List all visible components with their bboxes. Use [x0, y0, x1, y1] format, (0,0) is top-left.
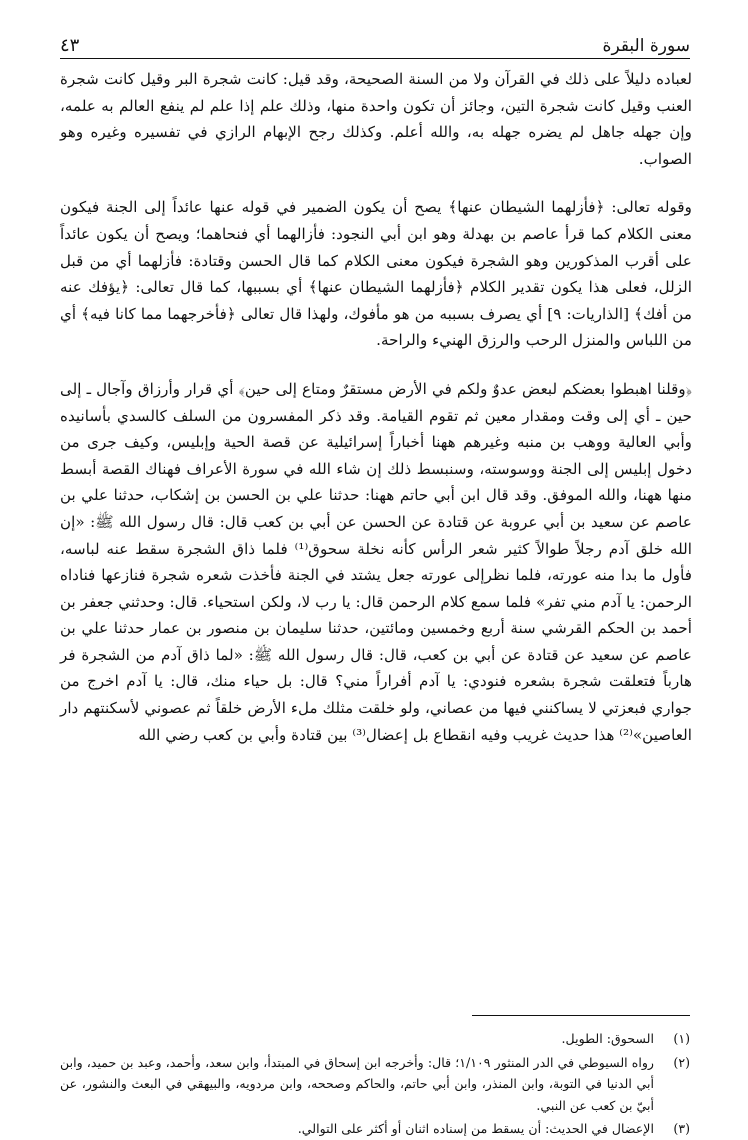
main-text [60, 66, 692, 748]
footnote [60, 1028, 690, 1050]
footnote-mark: (١) [673, 1031, 690, 1046]
footnotes [60, 1028, 690, 1140]
paragraph: لعباده دليلاً على ذلك في القرآن ولا من السنة الصحيحة، وقد قيل: كانت شجرة البر وقيل كانت شجرة العنب وقيل كانت شجرة التين، وجائز أن تكون واحدة منها، وذلك علم إذا علم لم ينفع العالم به علمه، وإن جهله جاهل لم يضره جهله به، والله أعلم. وكذلك رجح الإبهام الرازي في تفسيره وغيره وهو الصواب. [60, 70, 692, 168]
footnote [60, 1052, 690, 1117]
page-number: ٤٣ [60, 35, 80, 56]
paragraph: ﴿وقلنا اهبطوا بعضكم لبعض عدوٌ ولكم في الأرض مستقرٌ ومتاع إلى حين﴾ أي قرار وأرزاق وآجال ـ إلى حين ـ أي إلى وقت ومقدار معين ثم تقوم القيامة. وقد ذكر المفسرون من السلف كالسدي بأسانيده وأبي العالية ووهب بن منبه وغيرهم ههنا أخباراً إسرائيلية عن قصة الحية وإبليس، وكيف جرى من دخول إبليس إلى الجنة ووسوسته، وسنبسط ذلك إن شاء الله في سورة الأعراف فهناك القصة أبسط منها ههنا، والله الموفق. وقد قال ابن أبي حاتم ههنا: حدثنا علي بن الحسن بن إشكاب، حدثنا علي بن عاصم عن سعيد بن أبي عروبة عن قتادة عن الحسن عن أبي بن كعب قال: قال رسول الله ﷺ: «إن الله خلق آدم رجلاً طوالاً كثير شعر الرأس كأنه نخلة سحوق⁽¹⁾ فلما ذاق الشجرة سقط عنه لباسه، فأول ما بدا منه عورته، فلما نظرإلى عورته جعل يشتد في الجنة فأخذت شعره شجرة فنازعها فناداه الرحمن: يا آدم مني تفر» فلما سمع كلام الرحمن قال: يا رب لا، ولكن استحياء. قال: وحدثني جعفر بن أحمد بن الحكم القرشي سنة أربع وخمسين ومائتين، حدثنا سليمان بن منصور بن عمار حدثنا علي بن عاصم عن سعيد عن قتادة عن أبي بن كعب، قال: قال رسول الله ﷺ: «لما ذاق آدم من الشجرة فر هارباً فتعلقت شجرة بشعره فنودي: يا آدم أفراراً مني؟ قال: بل حياء منك، قال: يا آدم اخرج من جواري فبعزتي لا يساكنني فيها من عصاني، ولو خلقت مثلك ملء الأرض خلقاً ثم عصوني لأسكنتهم دار العاصين»⁽²⁾ هذا حديث غريب وفيه انقطاع بل إعضال⁽³⁾ بين قتادة وأبي بن كعب رضي الله [60, 379, 693, 744]
footnote-text: الإعضال في الحديث: أن يسقط من إسناده اثنان أو أكثر على التوالي. [297, 1121, 654, 1136]
footnote [60, 1118, 690, 1140]
footnote-text: السحوق: الطويل. [561, 1031, 654, 1046]
footnote-separator [472, 1015, 690, 1016]
running-header [60, 30, 690, 59]
surah-title: سورة البقرة [602, 36, 690, 56]
footnote-mark: (٢) [673, 1054, 690, 1070]
footnote-mark: (٣) [673, 1121, 690, 1136]
paragraph: وقوله تعالى: ﴿فأزلهما الشيطان عنها﴾ يصح أن يكون الضمير في قوله عنها عائداً إلى الجنة فيكون معنى الكلام كما قرأ عاصم بن بهدلة وهو ابن أبي النجود: فأزالهما أي فنحاهما؛ ويصح أن يكون عائداً على أقرب المذكورين وهو الشجرة فيكون معنى الكلام كما قال الحسن وقتادة: فأزلهما أي من قبل الزلل، فعلى هذا يكون تقدير الكلام ﴿فأزلهما الشيطان عنها﴾ أي بسببها، كما قال تعالى: ﴿يؤفك عنه من أفك﴾ [الذاريات: ٩] أي يصرف بسببه من هو مأفوك، ولهذا قال تعالى ﴿فأخرجهما مما كانا فيه﴾ أي من اللباس والمنزل الرحب والرزق الهنيء والراحة. [60, 198, 692, 350]
footnote-text: رواه السيوطي في الدر المنثور ١/١٠٩؛ قال: وأخرجه ابن إسحاق في المبتدأ، وابن سعد، وأحمد، وعبد بن حميد، وابن أبي الدنيا في التوبة، وابن المنذر، وابن أبي حاتم، والحاكم وصححه، وابن مردويه، والبيهقي في البعث والنشور، عن أبيّ بن كعب عن النبي. [60, 1054, 655, 1113]
